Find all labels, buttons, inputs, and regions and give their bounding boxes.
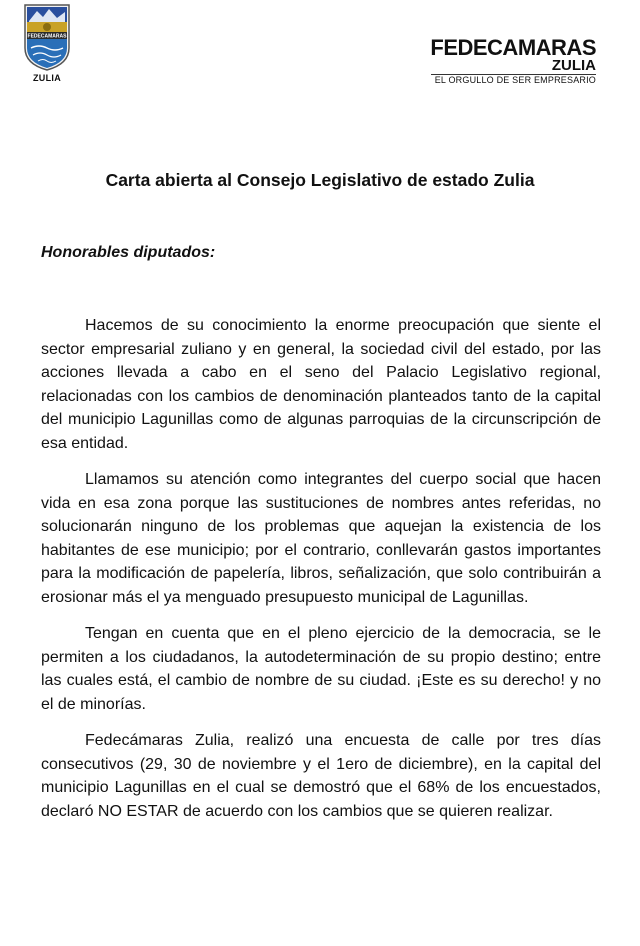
letter-title: Carta abierta al Consejo Legislativo de estado Zulia (105, 170, 535, 190)
letter-body (41, 314, 601, 836)
paragraph: Llamamos su atención como integrantes del cuerpo social que hacen vida en esa zona porque las sustituciones de nombres antes referidas, no solucionarán ninguno de los problemas que aquejan la existencia de los habitantes de ese municipio; por el contrario, conllevarán gastos importantes para la modificación de papelería, libros, señalización, que solo contribuirán a erosionar más el ya menguado presupuesto municipal de Lagunillas. (41, 471, 601, 606)
crest-label: ZULIA (33, 73, 61, 83)
letter-salutation: Honorables diputados: (41, 244, 216, 261)
crest-icon (22, 2, 72, 72)
crest-banner: FEDECAMARAS (27, 33, 67, 40)
paragraph: Tengan en cuenta que en el pleno ejercicio de la democracia, se le permiten a los ciudadanos, la autodeterminación de su propio destino; entre las cuales está, el cambio de nombre de su ciudad. ¡Este es su derecho! y no el de minorías. (41, 625, 601, 713)
brand-logo (430, 37, 596, 86)
fedecamaras-zulia-crest (22, 2, 72, 88)
paragraph: Hacemos de su conocimiento la enorme preocupación que siente el sector empresarial zuliano y en general, la sociedad civil del estado, por las acciones llevada a cabo en el seno del Palacio Legislativo regional, relacionadas con los cambios de denominación planteados tanto de la capital del municipio Lagunillas como de algunas parroquias de la circunscripción de esa entidad. (41, 317, 601, 452)
paragraph: Fedecámaras Zulia, realizó una encuesta de calle por tres días consecutivos (29, 30 de noviembre y el 1ero de diciembre), en la capital del municipio Lagunillas en el cual se demostró que el 68% de los encuestados, declaró NO ESTAR de acuerdo con los cambios que se quieren realizar. (41, 732, 601, 820)
brand-region: ZULIA (551, 57, 596, 74)
brand-name: FEDECAMARAS (430, 35, 596, 60)
brand-slogan: EL ORGULLO DE SER EMPRESARIO (434, 75, 596, 85)
